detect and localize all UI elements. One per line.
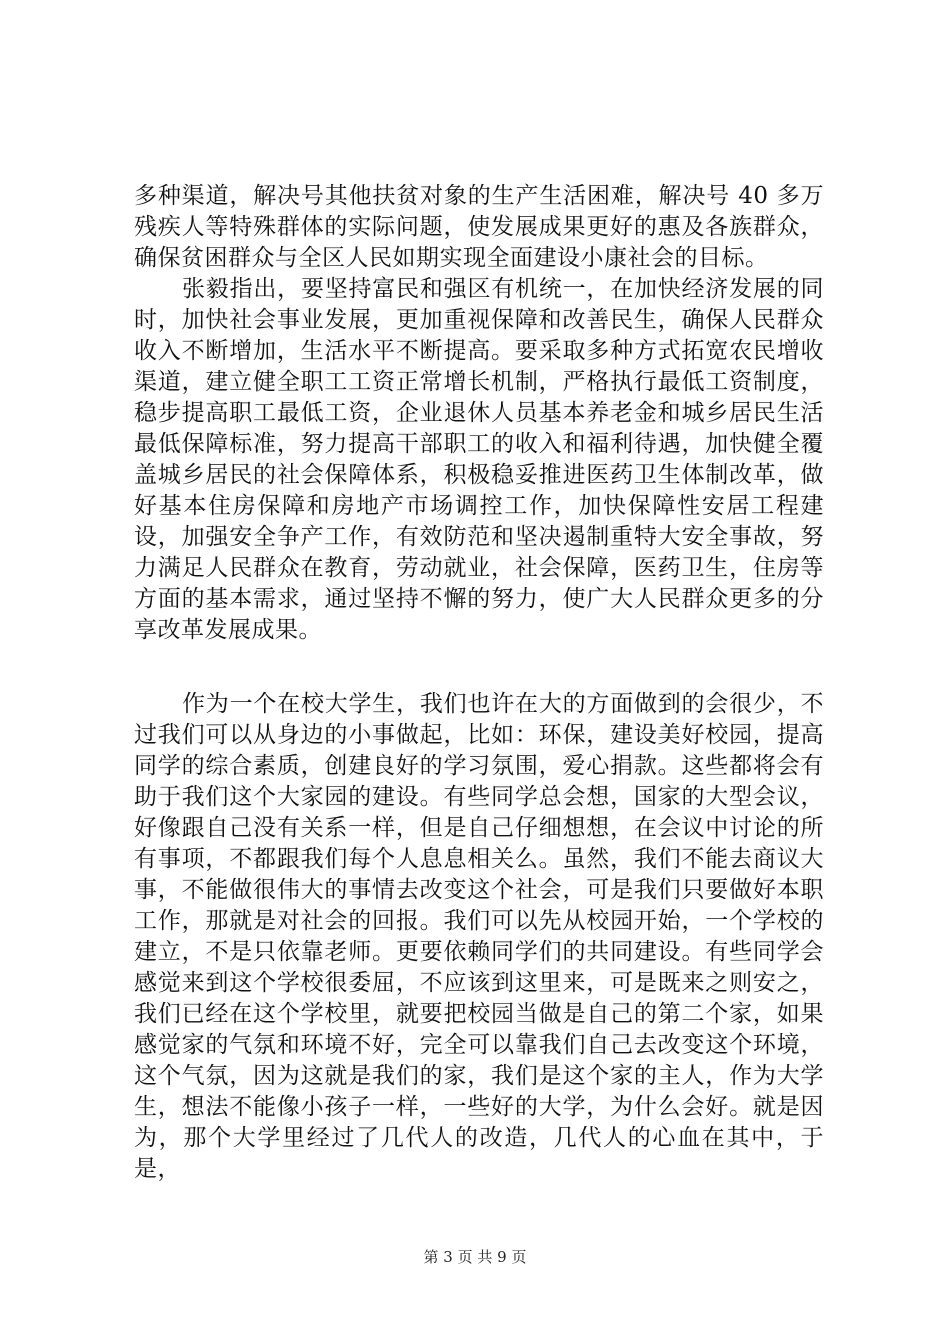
paragraph-continuation: 多种渠道，解决号其他扶贫对象的生产生活困难，解决号 40 多万残疾人等特殊群体的实际问题，使发展成果更好的惠及各族群众，确保贫困群众与全区人民如期实现全面建设小康社会的目标。 [134,183,824,271]
text-block-top [134,181,824,646]
text-block-student [134,689,824,1185]
paragraph-student: 作为一个在校大学生，我们也许在大的方面做到的会很少，不过我们可以从身边的小事做起，比如：环保，建设美好校园，提高同学的综合素质，创建良好的学习氛围，爱心捐款。这些都将会有助于我们这个大家园的建设。有些同学总会想，国家的大型会议，好像跟自己没有关系一样，但是自己仔细想想，在会议中讨论的所有事项，不都跟我们每个人息息相关么。虽然，我们不能去商议大事，不能做很伟大的事情去改变这个社会，可是我们只要做好本职工作，那就是对社会的回报。我们可以先从校园开始，一个学校的建立，不是只依靠老师。更要依赖同学们的共同建设。有些同学会感觉来到这个学校很委屈，不应该到这里来，可是既来之则安之，我们已经在这个学校里，就要把校园当做是自己的第二个家，如果感觉家的气氛和环境不好，完全可以靠我们自己去改变这个环境，这个气氛，因为这就是我们的家，我们是这个家的主人，作为大学生，想法不能像小孩子一样，一些好的大学，为什么会好。就是因为，那个大学里经过了几代人的改造，几代人的心血在其中，于是， [134,691,824,1182]
paragraph-zhangyi: 张毅指出，要坚持富民和强区有机统一，在加快经济发展的同时，加快社会事业发展，更加重视保障和改善民生，确保人民群众收入不断增加，生活水平不断提高。要采取多种方式拓宽农民增收渠道，建立健全职工工资正常增长机制，严格执行最低工资制度，稳步提高职工最低工资，企业退休人员基本养老金和城乡居民生活最低保障标准，努力提高干部职工的收入和福利待遇，加快健全覆盖城乡居民的社会保障体系，积极稳妥推进医药卫生体制改革，做好基本住房保障和房地产市场调控工作，加快保障性安居工程建设，加强安全争产工作，有效防范和坚决遏制重特大安全事故，努力满足人民群众在教育，劳动就业，社会保障，医药卫生，住房等方面的基本需求，通过坚持不懈的努力，使广大人民群众更多的分享改革发展成果。 [134,276,824,643]
page-number-footer: 第 3 页 共 9 页 [423,1248,527,1266]
